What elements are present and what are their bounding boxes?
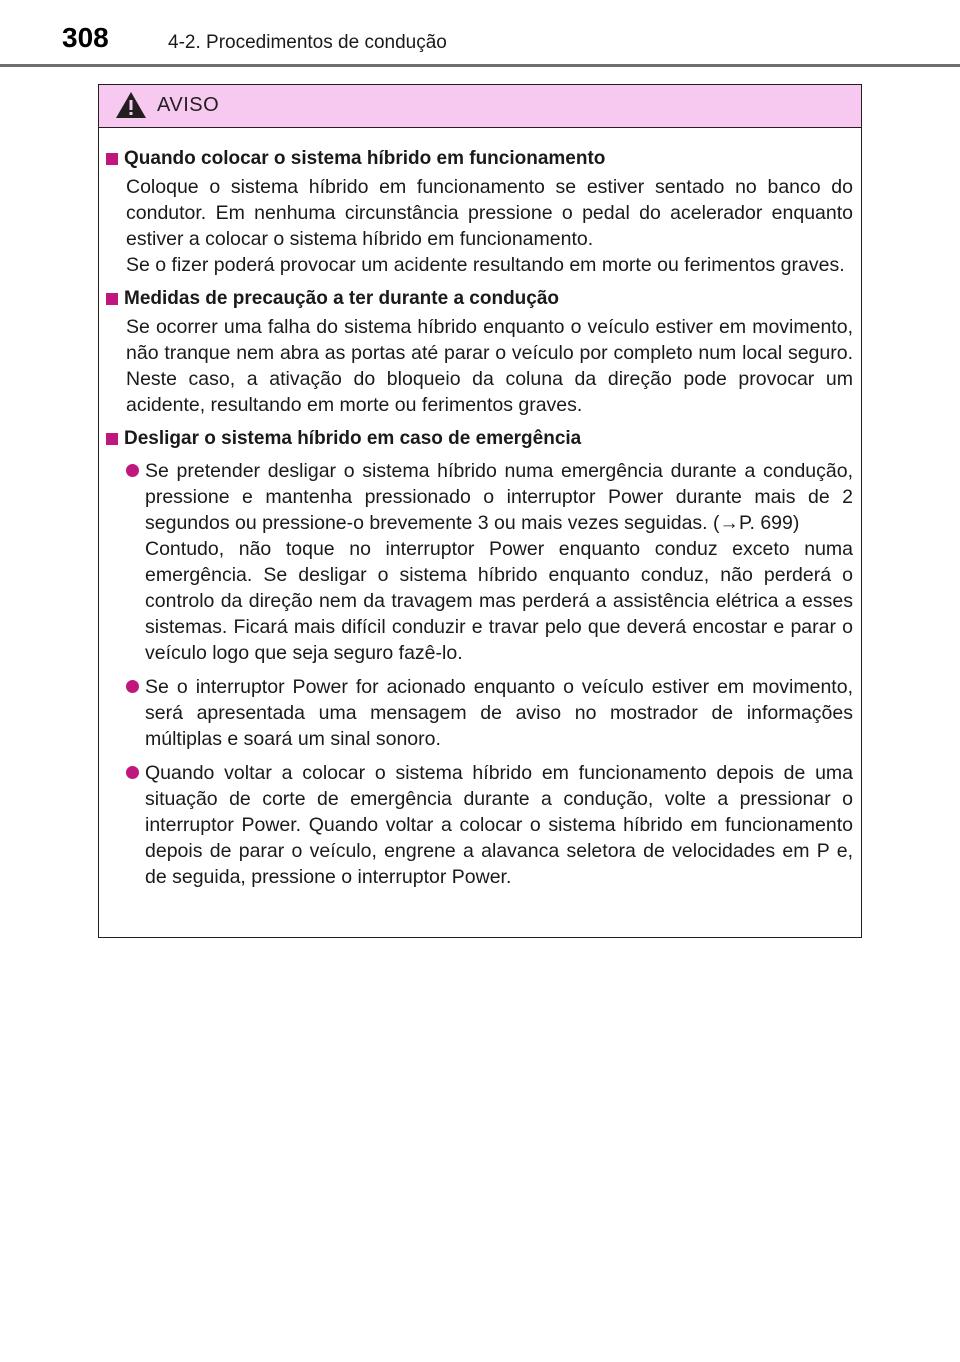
list-item xyxy=(126,760,853,890)
section-title: 4-2. Procedimentos de condução xyxy=(168,32,447,53)
circle-bullet-icon xyxy=(126,766,139,779)
square-bullet-icon xyxy=(106,153,118,165)
bullet-text: Contudo, não toque no interruptor Power enquanto conduz exceto numa emergência. Se desligar o sistema híbrido enquanto conduz, não perderá o controlo da direção nem da travagem mas perderá a assistência elétrica a esses sistemas. Ficará mais difícil conduzir e travar pelo que deverá encostar e parar o veículo logo que seja seguro fazê-lo. xyxy=(145,538,853,664)
warning-box xyxy=(98,84,862,938)
section-heading: Desligar o sistema híbrido em caso de emergência xyxy=(106,426,853,452)
warning-header xyxy=(99,85,861,128)
bullet-text: Quando voltar a colocar o sistema híbrido em funcionamento depois de uma situação de corte de emergência durante a condução, volte a pressionar o interruptor Power. Quando voltar a colocar o sistema híbrido em funcionamento depois de parar o veículo, engrene a alavanca seletora de velocidades em P e, de seguida, pressione o interruptor Power. xyxy=(145,762,853,888)
circle-bullet-icon xyxy=(126,464,139,477)
bullet-text: Se o interruptor Power for acionado enquanto o veículo estiver em movimento, será apresentada uma mensagem de aviso no mostrador de informações múltiplas e soará um sinal sonoro. xyxy=(145,676,853,750)
warning-label: AVISO xyxy=(157,94,220,116)
list-item xyxy=(126,458,853,666)
warning-content xyxy=(99,128,861,890)
paragraph: Se ocorrer uma falha do sistema híbrido enquanto o veículo estiver em movimento, não tranque nem abra as portas até parar o veículo por completo num local seguro. Neste caso, a ativação do bloqueio da coluna da direção pode provocar um acidente, resultando em morte ou ferimentos graves. xyxy=(126,316,853,416)
square-bullet-icon xyxy=(106,433,118,445)
bullet-text: Se pretender desligar o sistema híbrido numa emergência durante a condução, pressione e mantenha pressionado o interruptor Power durante mais de 2 segundos ou pressione-o brevemente 3 ou mais vezes seguidas. (→P. 699) xyxy=(145,460,853,534)
warning-triangle-icon xyxy=(115,91,147,119)
header-divider xyxy=(0,64,960,67)
paragraph: Coloque o sistema híbrido em funcionamento se estiver sentado no banco do condutor. Em nenhuma circunstância pressione o pedal do acelerador enquanto estiver a colocar o sistema híbrido em funcionamento. xyxy=(126,176,853,250)
section-heading: Medidas de precaução a ter durante a condução xyxy=(106,286,853,312)
page-number: 308 xyxy=(62,22,109,53)
section-heading: Quando colocar o sistema híbrido em funcionamento xyxy=(106,146,853,172)
paragraph: Se o fizer poderá provocar um acidente resultando em morte ou ferimentos graves. xyxy=(126,254,845,276)
list-item xyxy=(126,674,853,752)
page-header xyxy=(0,0,960,70)
square-bullet-icon xyxy=(106,293,118,305)
circle-bullet-icon xyxy=(126,680,139,693)
